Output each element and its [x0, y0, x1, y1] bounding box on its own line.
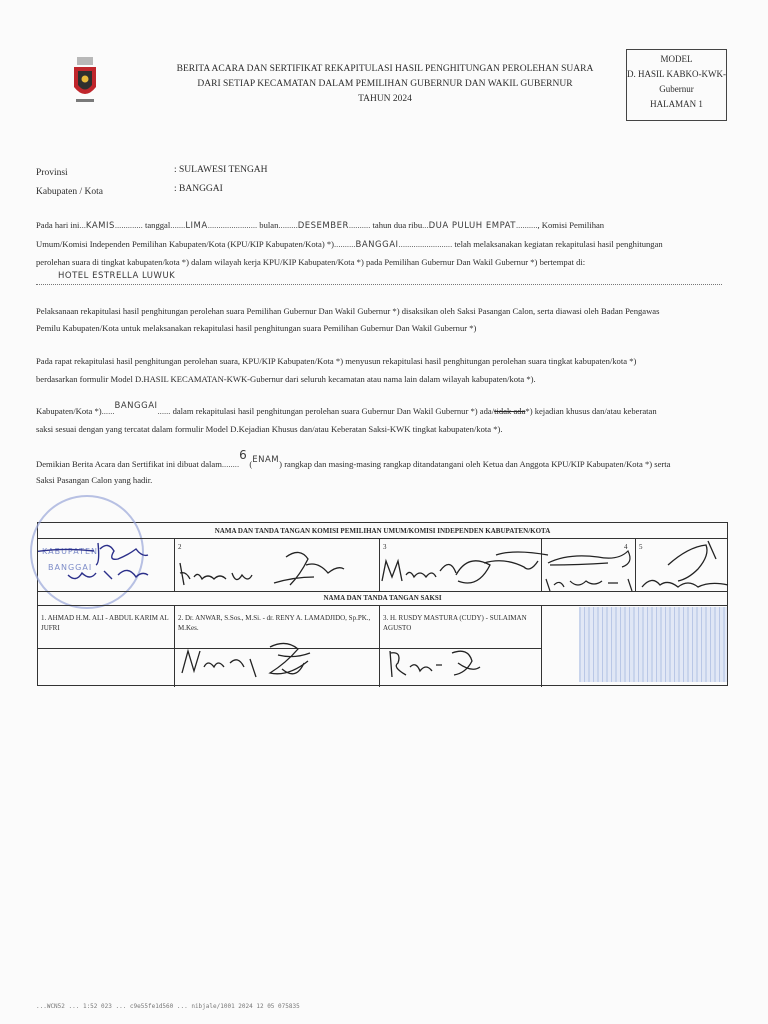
hari-handwritten: KAMIS	[85, 221, 115, 231]
p2-line-1: Pelaksanaan rekapitulasi hasil penghitungan perolehan suara Pemilihan Gubernur Dan Wakil Gubernur *) disaksikan oleh Saksi Pasangan Calon, serta diawasi oleh Badan Pengawas	[36, 306, 660, 316]
p1-text-6: Umum/Komisi Independen Pemilihan Kabupaten/Kota (KPU/KIP Kabupaten/Kota) *)	[36, 239, 335, 249]
p5-text-2: rangkap dan masing-masing rangkap ditandatangani oleh Ketua dan Anggota KPU/KIP Kabupaten/Kota *) serta	[284, 459, 671, 469]
p1-text-2: tanggal	[144, 220, 171, 230]
saksi-header: NAMA DAN TANDA TANGAN SAKSI	[323, 594, 442, 602]
model-line-4: HALAMAN 1	[650, 99, 703, 109]
signature-4	[546, 551, 632, 591]
p1-text-5: , Komisi Pemilihan	[537, 220, 605, 230]
kabupaten-label: Kabupaten / Kota	[36, 187, 104, 197]
komisi-no-4: 4	[624, 543, 628, 551]
p4-kab-handwritten: BANGGAI	[114, 401, 158, 411]
p1-line-3: perolehan suara di tingkat kabupaten/kota *) dalam wilayah kerja KPU/KIP Kabupaten/Kota *) pada Pemilihan Gubernur Dan Wakil Gubernur *) bertempat di:	[36, 257, 586, 267]
document-title	[150, 62, 620, 107]
komisi-no-3: 3	[383, 543, 387, 551]
p1-text-1: Pada hari ini	[36, 220, 80, 230]
tahun-handwritten: DUA PULUH EMPAT	[428, 221, 517, 231]
provinsi-label: Provinsi	[36, 168, 68, 178]
komisi-no-2: 2	[178, 543, 182, 551]
model-line-1: MODEL	[660, 54, 693, 64]
komisi-no-5: 5	[639, 543, 643, 551]
divider	[38, 591, 727, 592]
signature-2	[180, 552, 344, 585]
komisi-header: NAMA DAN TANDA TANGAN KOMISI PEMILIHAN UMUM/KOMISI INDEPENDEN KABUPATEN/KOTA	[214, 527, 551, 535]
p5-line-2: Saksi Pasangan Calon yang hadir.	[36, 475, 153, 485]
jumlah-text-handwritten: ENAM	[252, 455, 280, 465]
kpu-logo	[70, 55, 100, 107]
title-line-3: TAHUN 2024	[358, 94, 412, 104]
signature-3	[382, 552, 548, 583]
model-line-2: D. HASIL KABKO-KWK-	[627, 69, 726, 79]
signature-table	[37, 522, 728, 686]
kab-handwritten: BANGGAI	[355, 240, 399, 250]
komisi-signatures	[38, 535, 729, 595]
kabupaten-value: : BANGGAI	[174, 184, 223, 194]
title-line-1: BERITA ACARA DAN SERTIFIKAT REKAPITULASI HASIL PENGHITUNGAN PEROLEHAN SUARA	[176, 64, 594, 74]
tanggal-handwritten: LIMA	[185, 221, 208, 231]
p1-text-7: telah melaksanakan kegiatan rekapitulasi hasil penghitungan	[454, 239, 663, 249]
saksi-3-name: 3. H. RUSDY MASTURA (CUDY) - SULAIMAN AGUSTO	[383, 614, 527, 632]
title-line-2: DARI SETIAP KECAMATAN DALAM PEMILIHAN GUBERNUR DAN WAKIL GUBERNUR	[197, 79, 573, 89]
model-line-3: Gubernur	[659, 84, 694, 94]
signature-1	[38, 543, 148, 579]
tempat-dotted-line	[36, 284, 722, 285]
footer-hash: ...WCN52 ... 1:52 023 ... c9e55fe1d560 ... nibjale/1001 2024 12 05 075835	[36, 1003, 300, 1010]
paragraph-kejadian: Kabupaten/Kota *)......BANGGAI...... dalam rekapitulasi hasil penghitungan perolehan suara Gubernur Dan Wakil Gubernur *) ada/tidak ada*) kejadian khusus dan/atau keberatan	[36, 401, 657, 416]
model-box	[626, 49, 727, 121]
divider	[541, 605, 542, 687]
paragraph-komisi: Umum/Komisi Independen Pemilihan Kabupaten/Kota (KPU/KIP Kabupaten/Kota) *)..........BANGGAI......................... telah melaksanakan kegiatan rekapitulasi hasil penghitungan	[36, 239, 663, 250]
paragraph-date: Pada hari ini...KAMIS............. tanggal.......LIMA....................... bulan.........DESEMBER.......... tahun dua ribu...DUA PULUH EMPAT.........., Komisi Pemilihan	[36, 220, 605, 231]
saksi-3-signature	[390, 651, 480, 677]
blank-cell-shaded	[579, 607, 727, 682]
p4-line-2: saksi sesuai dengan yang tercatat dalam formulir Model D.Kejadian Khusus dan/atau Keberatan Saksi-KWK tingkat kabupaten/kota *).	[36, 424, 503, 434]
saksi-1-name: 1. AHMAD H.M. ALI - ABDUL KARIM AL JUFRI	[41, 614, 169, 632]
p4-text-3: *) kejadian khusus dan/atau keberatan	[525, 406, 657, 416]
divider	[38, 605, 727, 606]
saksi-2-signature	[182, 643, 310, 677]
stamp-text-2: BANGGAI	[48, 563, 93, 572]
p2-line-2: Pemilu Kabupaten/Kota untuk melaksanakan rekapitulasi hasil penghitungan suara Pemilihan Gubernur Dan Wakil Gubernur *)	[36, 323, 477, 333]
p4-text-1: Kabupaten/Kota *)	[36, 406, 102, 416]
bulan-handwritten: DESEMBER	[297, 221, 349, 231]
tempat-handwritten: HOTEL ESTRELLA LUWUK	[58, 271, 176, 281]
p4-text-2: dalam rekapitulasi hasil penghitungan perolehan suara Gubernur Dan Wakil Gubernur *) ada/	[172, 406, 495, 416]
jumlah-handwritten: 6	[239, 448, 248, 462]
p5-text-1: Demikian Berita Acara dan Sertifikat ini dibuat dalam	[36, 459, 222, 469]
saksi-signatures	[38, 633, 541, 687]
signature-5	[642, 541, 728, 587]
provinsi-value: : SULAWESI TENGAH	[174, 165, 268, 175]
p3-line-1: Pada rapat rekapitulasi hasil penghitungan perolehan suara, KPU/KIP Kabupaten/Kota *) menyusun rekapitulasi hasil penghitungan perolehan suara tingkat kabupaten/kota *)	[36, 356, 637, 366]
p1-text-4: tahun dua ribu	[372, 220, 423, 230]
paragraph-rangkap: Demikian Berita Acara dan Sertifikat ini dibuat dalam........6 (ENAM) rangkap dan masing-masing rangkap ditandatangani oleh Ketua dan Anggota KPU/KIP Kabupaten/Kota *) serta	[36, 448, 671, 469]
p1-text-3: bulan	[259, 220, 279, 230]
stamp-text-1: KABUPATEN	[42, 547, 99, 556]
p4-strike: tidak ada	[494, 406, 526, 416]
saksi-2-name: 2. Dr. ANWAR, S.Sos., M.Si. - dr. RENY A. LAMADJIDO, Sp.PK., M.Kes.	[178, 614, 371, 632]
p3-line-2: berdasarkan formulir Model D.HASIL KECAMATAN-KWK-Gubernur dari seluruh kecamatan atau nama lain dalam wilayah kabupaten/kota *).	[36, 374, 536, 384]
